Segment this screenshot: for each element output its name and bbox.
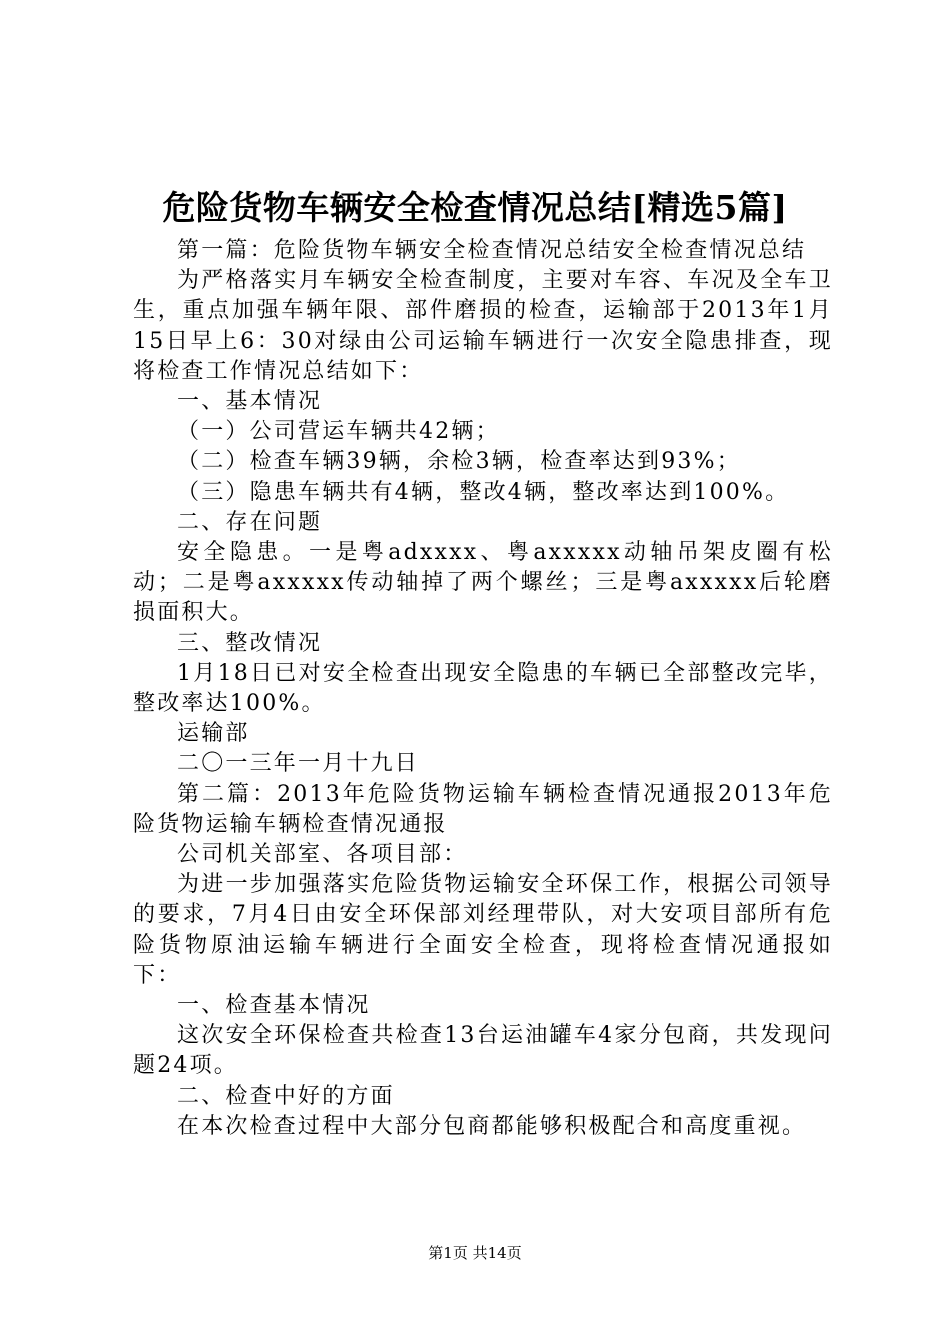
paragraph: 为严格落实月车辆安全检查制度，主要对车容、车况及全车卫生，重点加强车辆年限、部件磨损的检查，运输部于2013年1月15日早上6：30对绿由公司运输车辆进行一次安全隐患排查，现将检查工作情况总结如下： — [133, 268, 833, 384]
paragraph: 1月18日已对安全检查出现安全隐患的车辆已全部整改完毕，整改率达100%。 — [133, 660, 833, 717]
document-title: 危险货物车辆安全检查情况总结[精选5篇] — [162, 188, 788, 227]
list-item: （一）公司营运车辆共42辆； — [177, 419, 500, 445]
section-heading: 二、检查中好的方面 — [177, 1083, 395, 1109]
date: 二〇一三年一月十九日 — [177, 751, 420, 777]
paragraph: 这次安全环保检查共检查13台运油罐车4家分包商，共发现问题24项。 — [133, 1023, 833, 1079]
paragraph: 安全隐患。一是粤adxxxx、粤axxxxx动轴吊架皮圈有松动；二是粤axxxxx传动轴掉了两个螺丝；三是粤axxxxx后轮磨损面积大。 — [133, 540, 833, 626]
paragraph: 公司机关部室、各项目部： — [177, 842, 468, 868]
paragraph: 第一篇：危险货物车辆安全检查情况总结安全检查情况总结 — [177, 238, 807, 263]
section-heading: 二、存在问题 — [177, 509, 323, 535]
signature: 运输部 — [177, 721, 250, 747]
paragraph: 第二篇：2013年危险货物运输车辆检查情况通报2013年危险货物运输车辆检查情况通报 — [133, 781, 833, 837]
section-heading: 一、检查基本情况 — [177, 993, 371, 1019]
section-heading: 一、基本情况 — [177, 389, 323, 415]
section-heading: 三、整改情况 — [177, 630, 323, 656]
paragraph: 为进一步加强落实危险货物运输安全环保工作，根据公司领导的要求，7月4日由安全环保部刘经理带队，对大安项目部所有危险货物原油运输车辆进行全面安全检查，现将检查情况通报如下： — [133, 872, 833, 988]
list-item: （二）检查车辆39辆，余检3辆，检查率达到93%； — [177, 449, 741, 475]
document-body — [133, 236, 833, 1142]
paragraph: 在本次检查过程中大部分包商都能够积极配合和高度重视。 — [177, 1113, 807, 1139]
list-item: （三）隐患车辆共有4辆，整改4辆，整改率达到100%。 — [177, 479, 790, 505]
page-number-footer: 第1页 共14页 — [428, 1244, 522, 1262]
